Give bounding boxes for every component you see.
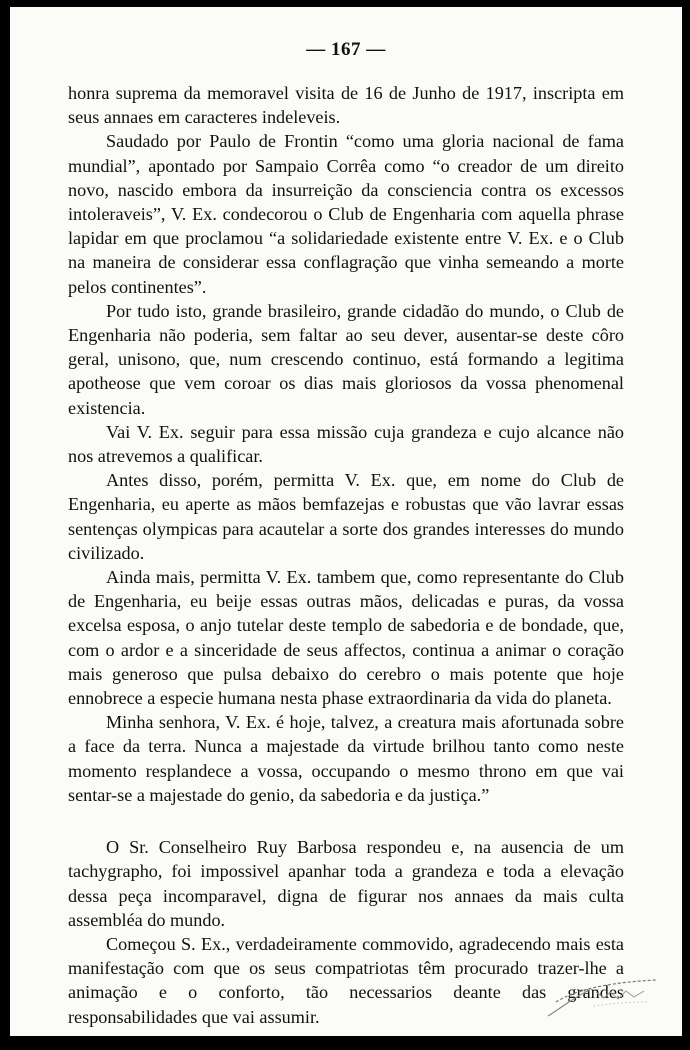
paragraph-9: Começou S. Ex., verdadeiramente commovido, agradecendo mais esta manifestação com que os seus compatriotas têm procurado trazer-lhe a animação e o conforto, tão necessarios deante das grandes responsabilidades que vai assumir. [68,933,624,1027]
paragraph-8: O Sr. Conselheiro Ruy Barbosa respondeu e, na ausencia de um tachygrapho, foi impossivel apanhar toda a grandeza e toda a elevação dessa peça incomparavel, digna de figurar nos annaes da mais culta assembléa do mundo. [68,837,624,930]
paragraph-3: Por tudo isto, grande brasileiro, grande cidadão do mundo, o Club de Engenharia não poderia, sem faltar ao seu dever, ausentar-se deste côro geral, unisono, que, num crescendo continuo, está formando a legitima apotheose que vem coroar os dias mais gloriosos da vossa phenomenal existencia. [68,300,624,418]
paragraph-5: Antes disso, porém, permitta V. Ex. que, em nome do Club de Engenharia, eu aperte as mãos bemfazejas e robustas que vão lavrar essas sentenças olympicas para acautelar a sorte dos grandes interesses do mundo civilizado. [68,470,624,563]
paragraph-4: Vai V. Ex. seguir para essa missão cuja grandeza e cujo alcance não nos atrevemos a qualificar. [68,421,624,467]
paragraph-1: honra suprema da memoravel visita de 16 de Junho de 1917, inscripta em seus annaes em caracteres indeleveis. [68,83,624,128]
paragraph-2: Saudado por Paulo de Frontin “como uma gloria nacional de fama mundial”, apontado por Sampaio Corrêa como “o creador de um direito novo, nascido embora da insurreição da consciencia contra os excessos intoleraveis”, V. Ex. condecorou o Club de Engenharia com aquella phrase lapidar em que proclamou “a solidariedade existente entre V. Ex. e o Club na maneira de considerar essa conflagração que vinha semeando a morte pelos continentes”. [68,131,624,297]
paragraph-7: Minha senhora, V. Ex. é hoje, talvez, a creatura mais afortunada sobre a face da terra. Nunca a majestade da virtude brilhou tanto como neste momento resplandece a vossa, occupando o mesmo throno em que vai sentar-se a majestade do genio, da sabedoria e da justiça.” [68,712,624,805]
body-text [68,81,624,1029]
handwritten-mark [538,972,668,1024]
paragraph-6: Ainda mais, permitta V. Ex. tambem que, como representante do Club de Engenharia, eu beije essas outras mãos, delicadas e puras, da vossa excelsa esposa, o anjo tutelar deste templo de sabedoria e de bondade, que, com o ardor e a sinceridade de seus affectos, continua a animar o coração mais generoso que pulsa debaixo do cerebro o mais potente que hoje ennobrece a especie humana nesta phase extraordinaria da vida do planeta. [68,567,624,709]
book-page [10,7,682,1036]
page-number: — 167 — [306,39,386,60]
